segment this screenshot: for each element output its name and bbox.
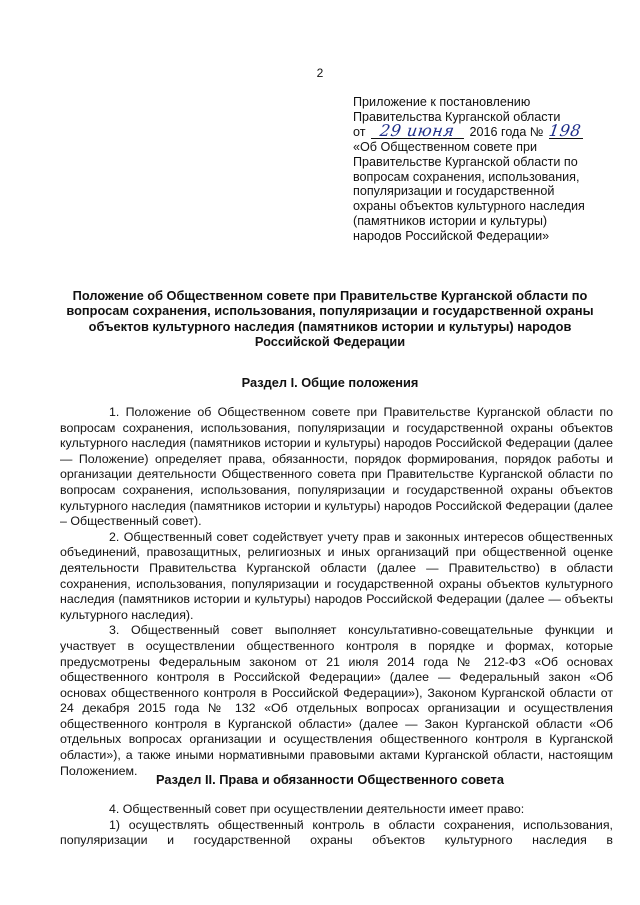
appendix-line-6: популяризации и государственной [353,184,555,199]
appendix-line-4: Правительстве Курганской области по [353,154,578,169]
section-1-heading: Раздел I. Общие положения [241,375,419,390]
appendix-line-7: охраны объектов культурного наследия [353,199,585,214]
document-title: Положение об Общественном совете при Правительстве Курганской области по вопросам сохранения, использования, популяризации и государственной охраны объектов культурного наследия (памятников истории и культуры) народов Российской Федерации [66,288,594,349]
date-prefix: от [353,124,366,139]
paragraph-4: 4. Общественный совет при осуществлении деятельности имеет право: [109,802,525,816]
appendix-line-3: «Об Общественном совете при [353,139,537,154]
appendix-line-9: народов Российской Федерации» [353,229,550,244]
paragraph-2: 2. Общественный совет содействует учету прав и законных интересов общественных объединений, правозащитных, религиозных и иных организаций при общественной оценке деятельности Правительства Курганской области (далее — Правительство) в области сохранения, использования, популяризации и государственной охраны объектов культурного наследия (памятников истории и культуры) народов Российской Федерации (далее — объекты культурного наследия). [60,529,613,622]
appendix-header [353,95,618,244]
section-1-body [60,405,613,779]
appendix-line-2: Правительства Курганской области [353,109,561,124]
section-2-body [60,802,613,849]
page-number: 2 [316,66,324,80]
paragraph-1: 1. Положение об Общественном совете при Правительстве Курганской области по вопросам сохранения, использования, популяризации и государственной охраны объектов культурного наследия (памятников истории и культуры) народов Российской Федерации (далее — Положение) определяет права, обязанности, порядок формирования, порядок работы и организации деятельности Общественного совета при Правительстве Курганской области по вопросам сохранения, использования, популяризации и государственной охраны объектов культурного наследия (памятников истории и культуры) народов Российской Федерации (далее – Общественный совет). [60,405,613,529]
appendix-line-1: Приложение к постановлению [353,95,531,109]
handwritten-date: 29 июня [379,120,457,140]
handwritten-number: 198 [547,120,583,140]
section-2-heading: Раздел II. Права и обязанности Общественного совета [156,772,504,787]
date-field [371,120,464,140]
appendix-line-8: (памятников истории и культуры) [353,214,548,229]
appendix-line-5: вопросам сохранения, использования, [353,169,580,184]
year-text: 2016 года № [469,124,544,139]
paragraph-3: 3. Общественный совет выполняет консультативно-совещательные функции и участвует в осуществлении общественного контроля в порядке и формах, которые предусмотрены Федеральным законом от 21 июля 2014 года № 212-ФЗ «Об основах общественного контроля в Российской Федерации» (далее — Федеральный закон «Об основах общественного контроля в Российской Федерации»), Законом Курганской области от 24 декабря 2015 года № 132 «Об отдельных вопросах организации и осуществления общественного контроля в Курганской области» (далее — Закон Курганской области «Об отдельных вопросах организации и осуществления общественного контроля в Курганской области»), а также иными нормативными правовыми актами Курганской области, настоящим Положением. [60,623,613,778]
number-field [547,120,583,140]
appendix-date-line [353,120,618,140]
paragraph-5: 1) осуществлять общественный контроль в области сохранения, использования, популяризации и государственной охраны объектов культурного наследия в [60,817,613,848]
